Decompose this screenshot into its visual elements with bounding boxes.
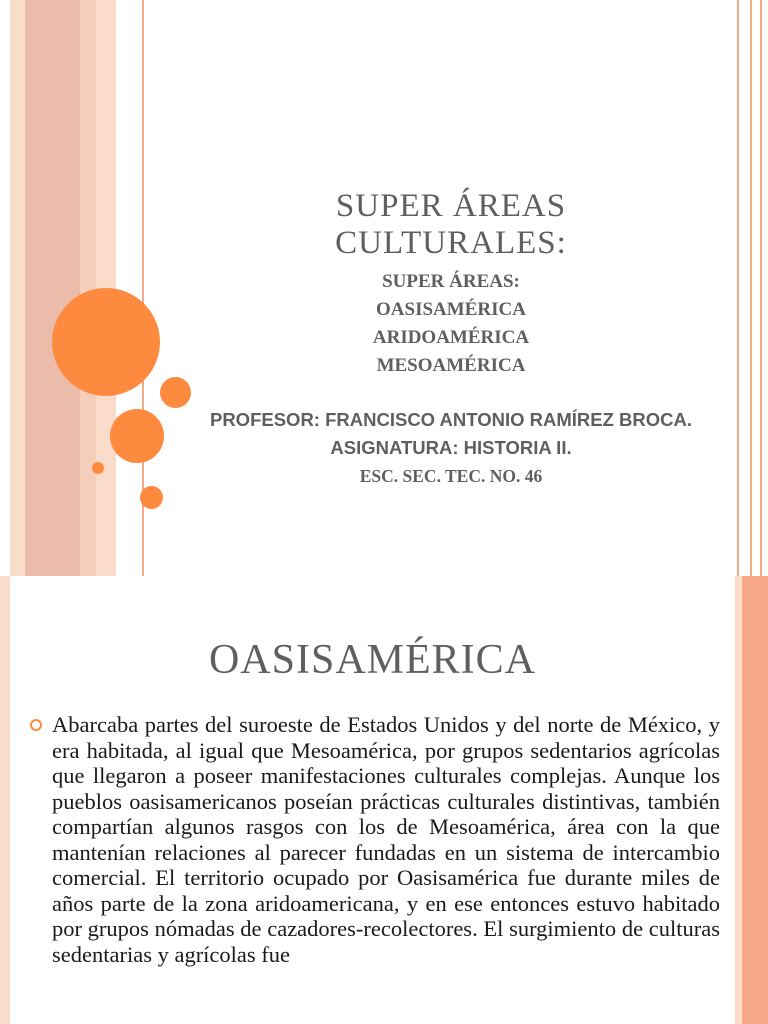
tiny-circle-decoration: [92, 462, 104, 474]
left-border-stripe: [0, 576, 10, 1024]
asignatura-label: ASIGNATURA: HISTORIA II.: [330, 437, 572, 458]
right-border-stripe-orange: [742, 576, 768, 1024]
slide-title-line-2: CULTURALES:: [335, 225, 567, 261]
slide-title-line-1: SUPER ÁREAS: [335, 188, 567, 224]
left-stripe-dark: [25, 0, 80, 576]
right-stripe-line-3: [760, 0, 762, 576]
large-circle-decoration: [52, 288, 160, 396]
content-slide: [0, 576, 768, 1024]
right-border-stripe-light: [735, 576, 742, 1024]
author-info: [150, 406, 752, 490]
bullet-item: [30, 712, 720, 967]
content-area: [10, 576, 735, 1024]
left-stripe-mid: [80, 0, 96, 576]
subtitle-line: MESOAMÉRICA: [376, 355, 526, 376]
subtitle-line: ARIDOAMÉRICA: [372, 327, 530, 348]
subtitle-line: OASISAMÉRICA: [376, 299, 526, 320]
bullet-text: Abarcaba partes del suroeste de Estados Unidos y del norte de México, y era habitada, al igual que Mesoamérica, por grupos sedentarios agrícolas que llegaron a poseer manifestaciones culturales complejas. Aunque los pueblos oasisamericanos poseían prácticas culturales distintivas, también compartían algunos rasgos con los de Mesoamérica, área con la que mantenían relaciones al parecer fundadas en un sistema de intercambio comercial. El territorio ocupado por Oasisamérica fue durante miles de años parte de la zona aridoamericana, y en ese entonces estuvo habitado por grupos nómadas de cazadores-recolectores. El surgimiento de culturas sedentarias y agrícolas fue: [52, 712, 720, 967]
subtitle-list: [150, 268, 752, 380]
slide-title: [150, 188, 752, 262]
title-block: [150, 188, 752, 490]
school-label: ESC. SEC. TEC. NO. 46: [359, 466, 543, 486]
subtitle-line: SUPER ÁREAS:: [382, 271, 520, 292]
section-title: OASISAMÉRICA: [208, 637, 537, 683]
circle-bullet-icon: [30, 719, 42, 731]
left-stripe-light: [10, 0, 25, 576]
profesor-label: PROFESOR: FRANCISCO ANTONIO RAMÍREZ BROCA.: [209, 409, 693, 430]
